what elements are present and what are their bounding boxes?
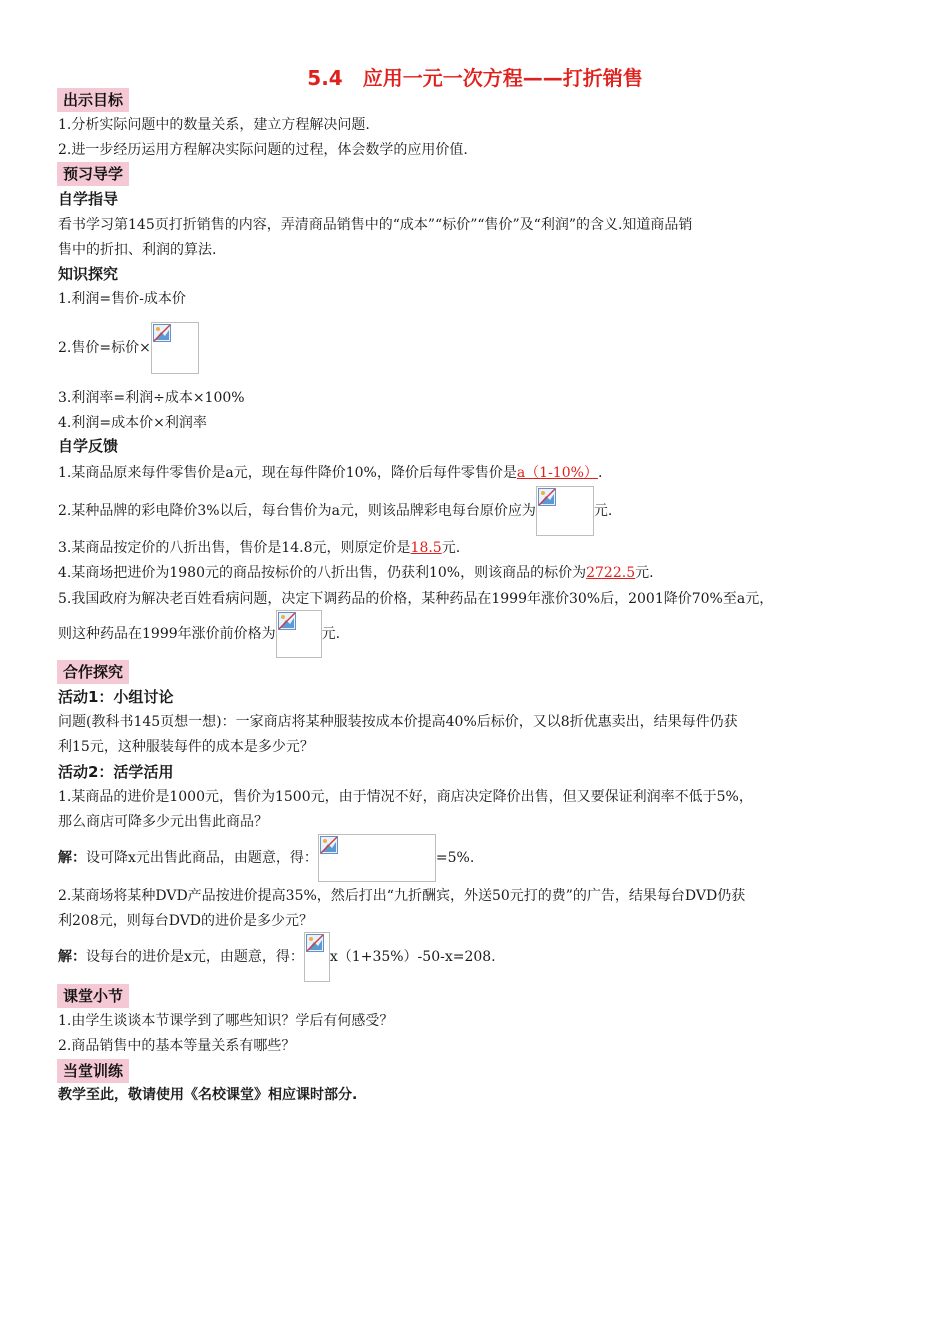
feedback-q3-answer: 18.5 — [410, 540, 442, 556]
feedback-q1-text: 1.某商品原来每件零售价是a元，现在每件降价10%，降价后每件零售价是 — [58, 465, 517, 481]
solution-2-end: x（1+35%）-50-x=208. — [329, 949, 496, 965]
feedback-q4 — [58, 563, 654, 583]
summary-line-1: 1.由学生谈谈本节课学到了哪些知识？学后有何感受？ — [58, 1013, 394, 1029]
page-title: 5.4 应用一元一次方程——打折销售 — [307, 66, 643, 90]
knowledge-3: 3.利润率=利润÷成本×100% — [58, 390, 245, 406]
broken-image-icon — [306, 934, 324, 952]
summary-line-2: 2.商品销售中的基本等量关系有哪些？ — [58, 1038, 296, 1054]
feedback-q4-answer: 2722.5 — [586, 565, 636, 581]
solution-label: 解： — [58, 949, 86, 965]
feedback-q4-end: 元. — [635, 565, 654, 581]
solution-1-text: 设可降x元出售此商品，由题意，得： — [86, 850, 318, 866]
feedback-heading: 自学反馈 — [58, 437, 119, 455]
feedback-q2-text: 2.某种品牌的彩电降价3%以后，每台售价为a元，则该品牌彩电每台原价应为 — [58, 503, 536, 519]
knowledge-4: 4.利润=成本价×利润率 — [58, 415, 207, 431]
section-tag-training: 当堂训练 — [57, 1059, 129, 1083]
feedback-q5-line-2 — [58, 610, 340, 658]
feedback-q1-end: . — [597, 465, 603, 481]
feedback-q2-end: 元. — [593, 503, 613, 519]
feedback-q5-text: 则这种药品在1999年涨价前价格为 — [58, 626, 276, 642]
formula-image — [151, 322, 199, 374]
broken-image-icon — [538, 488, 556, 506]
self-guide-line-2: 售中的折扣、利润的算法. — [58, 242, 217, 258]
activity2-p2-line-1: 2.某商场将某种DVD产品按进价提高35%，然后打出“九折酬宾，外送50元打的费”的广告，结果每台DVD仍获 — [58, 888, 746, 904]
knowledge-2: 2.售价=标价× — [58, 340, 151, 356]
activity2-p1-line-2: 那么商店可降多少元出售此商品？ — [58, 814, 268, 830]
feedback-q1 — [58, 463, 602, 483]
formula-image — [318, 834, 436, 882]
feedback-q3-end: 元. — [441, 540, 461, 556]
activity2-p1-line-1: 1.某商品的进价是1000元，售价为1500元，由于情况不好，商店决定降价出售，但又要保证利润率不低于5%， — [58, 789, 753, 805]
formula-image — [276, 610, 322, 658]
feedback-q2 — [58, 486, 612, 536]
activity1-line-2: 利15元，这种服装每件的成本是多少元？ — [58, 739, 314, 755]
knowledge-2-row — [58, 322, 199, 374]
self-guide-heading: 自学指导 — [58, 190, 119, 208]
section-tag-coop: 合作探究 — [57, 660, 129, 684]
solution-2-text: 设每台的进价是x元，由题意，得： — [86, 949, 304, 965]
feedback-q3-text: 3.某商品按定价的八折出售，售价是14.8元，则原定价是 — [58, 540, 411, 556]
section-tag-goal: 出示目标 — [57, 88, 129, 112]
feedback-q4-text: 4.某商场把进价为1980元的商品按标价的八折出售，仍获利10%，则该商品的标价为 — [58, 565, 587, 581]
activity2-solution-1 — [58, 834, 474, 882]
broken-image-icon — [278, 612, 296, 630]
section-tag-preview: 预习导学 — [57, 162, 129, 186]
self-guide-line-1: 看书学习第145页打折销售的内容，弄清商品销售中的“成本”“标价”“售价”及“利润”的含义.知道商品销 — [58, 217, 693, 233]
broken-image-icon — [320, 836, 338, 854]
formula-image — [536, 486, 594, 536]
goal-line-1: 1.分析实际问题中的数量关系，建立方程解决问题. — [58, 117, 370, 133]
activity1-heading: 活动1：小组讨论 — [58, 688, 174, 706]
activity2-p2-line-2: 利208元，则每台DVD的进价是多少元？ — [58, 913, 314, 929]
goal-line-2: 2.进一步经历运用方程解决实际问题的过程，体会数学的应用价值. — [58, 142, 468, 158]
knowledge-heading: 知识探究 — [58, 265, 119, 283]
feedback-q5-end: 元. — [321, 626, 341, 642]
formula-image — [304, 932, 330, 982]
feedback-q5-line-1: 5.我国政府为解决老百姓看病问题，决定下调药品的价格，某种药品在1999年涨价30%后，2001降价70%至a元， — [58, 591, 774, 607]
activity1-line-1: 问题(教科书145页想一想)：一家商店将某种服装按成本价提高40%后标价，又以8折优惠卖出，结果每件仍获 — [58, 714, 738, 730]
knowledge-1: 1.利润=售价-成本价 — [58, 291, 186, 307]
feedback-q1-answer: a（1-10%） — [516, 465, 598, 481]
section-tag-summary: 课堂小节 — [57, 984, 129, 1008]
activity2-solution-2 — [58, 932, 496, 982]
activity2-heading: 活动2：活学活用 — [58, 763, 174, 781]
feedback-q3 — [58, 538, 460, 558]
training-text: 教学至此，敬请使用《名校课堂》相应课时部分. — [58, 1087, 358, 1103]
solution-label: 解： — [58, 850, 86, 866]
solution-1-end: =5%. — [435, 850, 475, 866]
broken-image-icon — [153, 324, 171, 342]
